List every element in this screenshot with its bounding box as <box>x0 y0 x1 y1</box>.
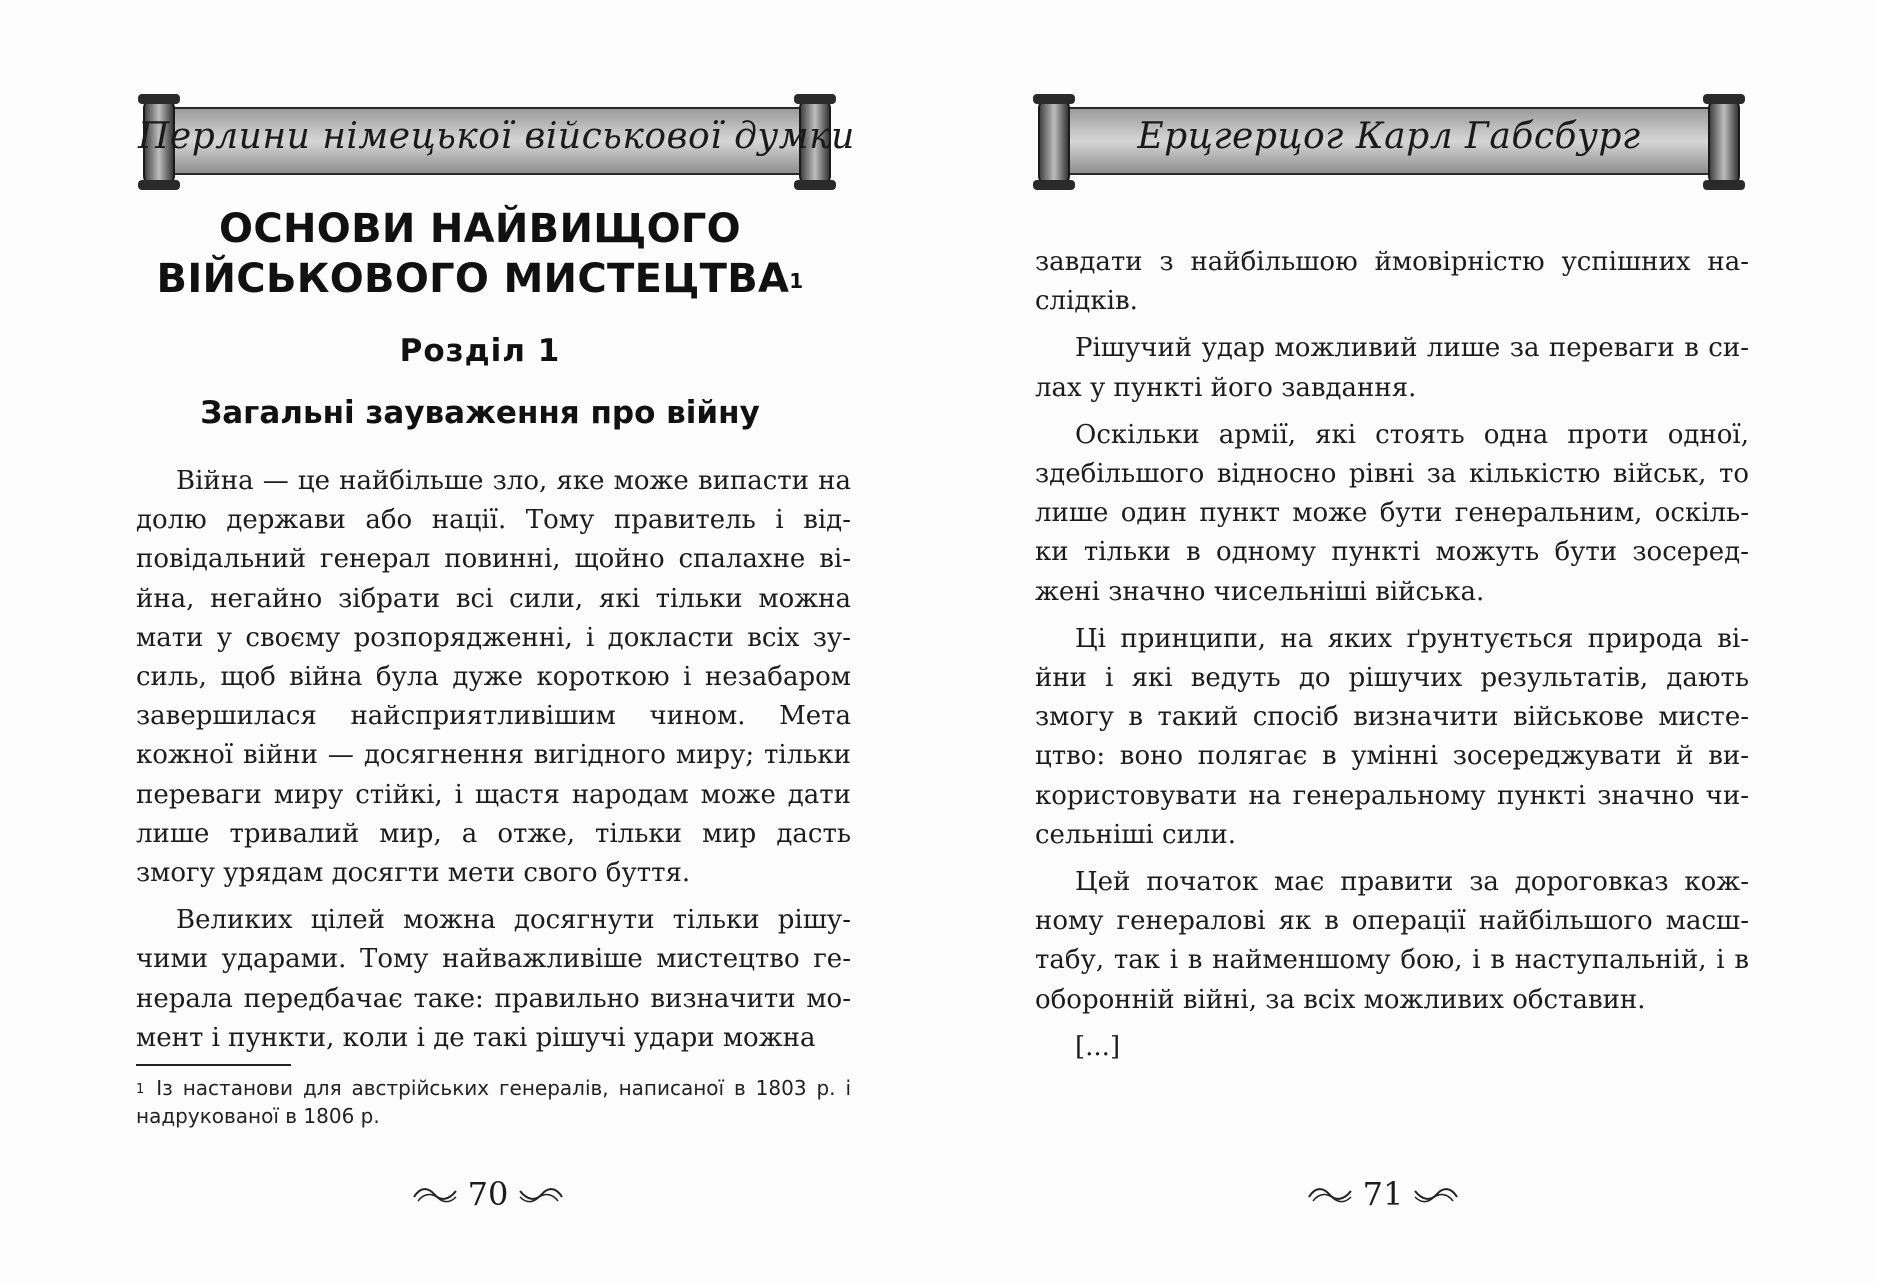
running-head: Ерцгерцог Карл Габсбург <box>1137 116 1641 157</box>
flourish-ornament-icon <box>1307 1183 1353 1205</box>
section-number: Розділ 1 <box>399 333 561 369</box>
footnote-mark: 1 <box>136 1082 145 1097</box>
flourish-ornament-icon <box>412 1183 458 1205</box>
paragraph-ellipsis: [...] <box>1075 1031 1121 1062</box>
paragraph: завдати з найбільшою ймовірністю успішних наслідків. <box>1035 247 1749 317</box>
footnote-text: Із настанови для австрійських генералів, написаної в 1803 р. і надрукованої в 1806 р. <box>136 1076 851 1128</box>
page-number: 71 <box>1362 1175 1404 1213</box>
chapter-heading-line2: ВІЙСЬКОВОГО МИСТЕЦТВА <box>156 256 790 302</box>
chapter-footnote-ref[interactable]: 1 <box>789 269 804 293</box>
section-title: Загальні зауваження про війну <box>200 395 760 431</box>
paragraph: Рішучий удар можливий лише за переваги в силах у пункті його завдання. <box>1035 333 1749 403</box>
chapter-heading-line1: ОСНОВИ НАЙВИЩОГО <box>219 206 741 252</box>
left-body-text <box>136 462 851 1066</box>
page-number-right <box>1283 1172 1483 1216</box>
footnote-divider <box>136 1064 291 1066</box>
left-page <box>0 0 938 1285</box>
paragraph: Оскільки армії, які стоять одна проти одної, здебільшого відносно рівні за кількістю військ, то лише один пункт може бути генеральним, оскільки тільки в одному пункті можуть бути зосереджені значно чисельніші війська. <box>1035 419 1749 607</box>
running-head: Перлини німецької військової думки <box>138 116 855 157</box>
paragraph: Великих цілей можна досягнути тільки рішучими ударами. Тому найважливіше мистецтво генерала передбачає таке: правильно визначити момент і пункти, коли і де такі рішучі удари можна <box>136 905 851 1053</box>
paragraph: Ці принципи, на яких ґрунтується природа війни і які ведуть до рішучих результатів, дають змогу в такий спосіб визначити військове мистецтво: воно полягає в умінні зосереджувати й використовувати на генеральному пункті значно чисельніші сили. <box>1035 623 1749 850</box>
flourish-ornament-icon <box>518 1183 564 1205</box>
running-head-banner <box>1033 94 1745 190</box>
chapter-heading <box>150 204 810 304</box>
right-page <box>939 0 1877 1285</box>
right-body-text <box>1035 243 1749 1075</box>
flourish-ornament-icon <box>1413 1183 1459 1205</box>
running-head-banner <box>138 94 855 190</box>
paragraph: Війна — це найбільше зло, яке може випасти на долю держави або нації. Тому правитель і відповідальний генерал повинні, щойно спалахне війна, негайно зібрати всі сили, які тільки можна мати у своєму розпорядженні, і докласти всіх зусиль, щоб війна була дуже короткою і незабаром завершилася найсприятливішим чином. Мета кожної війни — досягнення вигідного миру; тільки переваги миру стійкі, і щастя народам може дати лише тривалий мир, а отже, тільки мир дасть змогу урядам досягти мети свого буття. <box>136 466 851 889</box>
page-number-left <box>388 1172 588 1216</box>
page-number: 70 <box>467 1175 509 1213</box>
chapter-heading-line2-wrap <box>150 254 810 304</box>
paragraph: Цей початок має правити за дороговказ кожному генералові як в операції найбільшого масштабу, так і в найменшому бою, і в наступальній, і в оборонній війні, за всіх можливих обставин. <box>1035 867 1749 1015</box>
footnote <box>136 1074 851 1130</box>
